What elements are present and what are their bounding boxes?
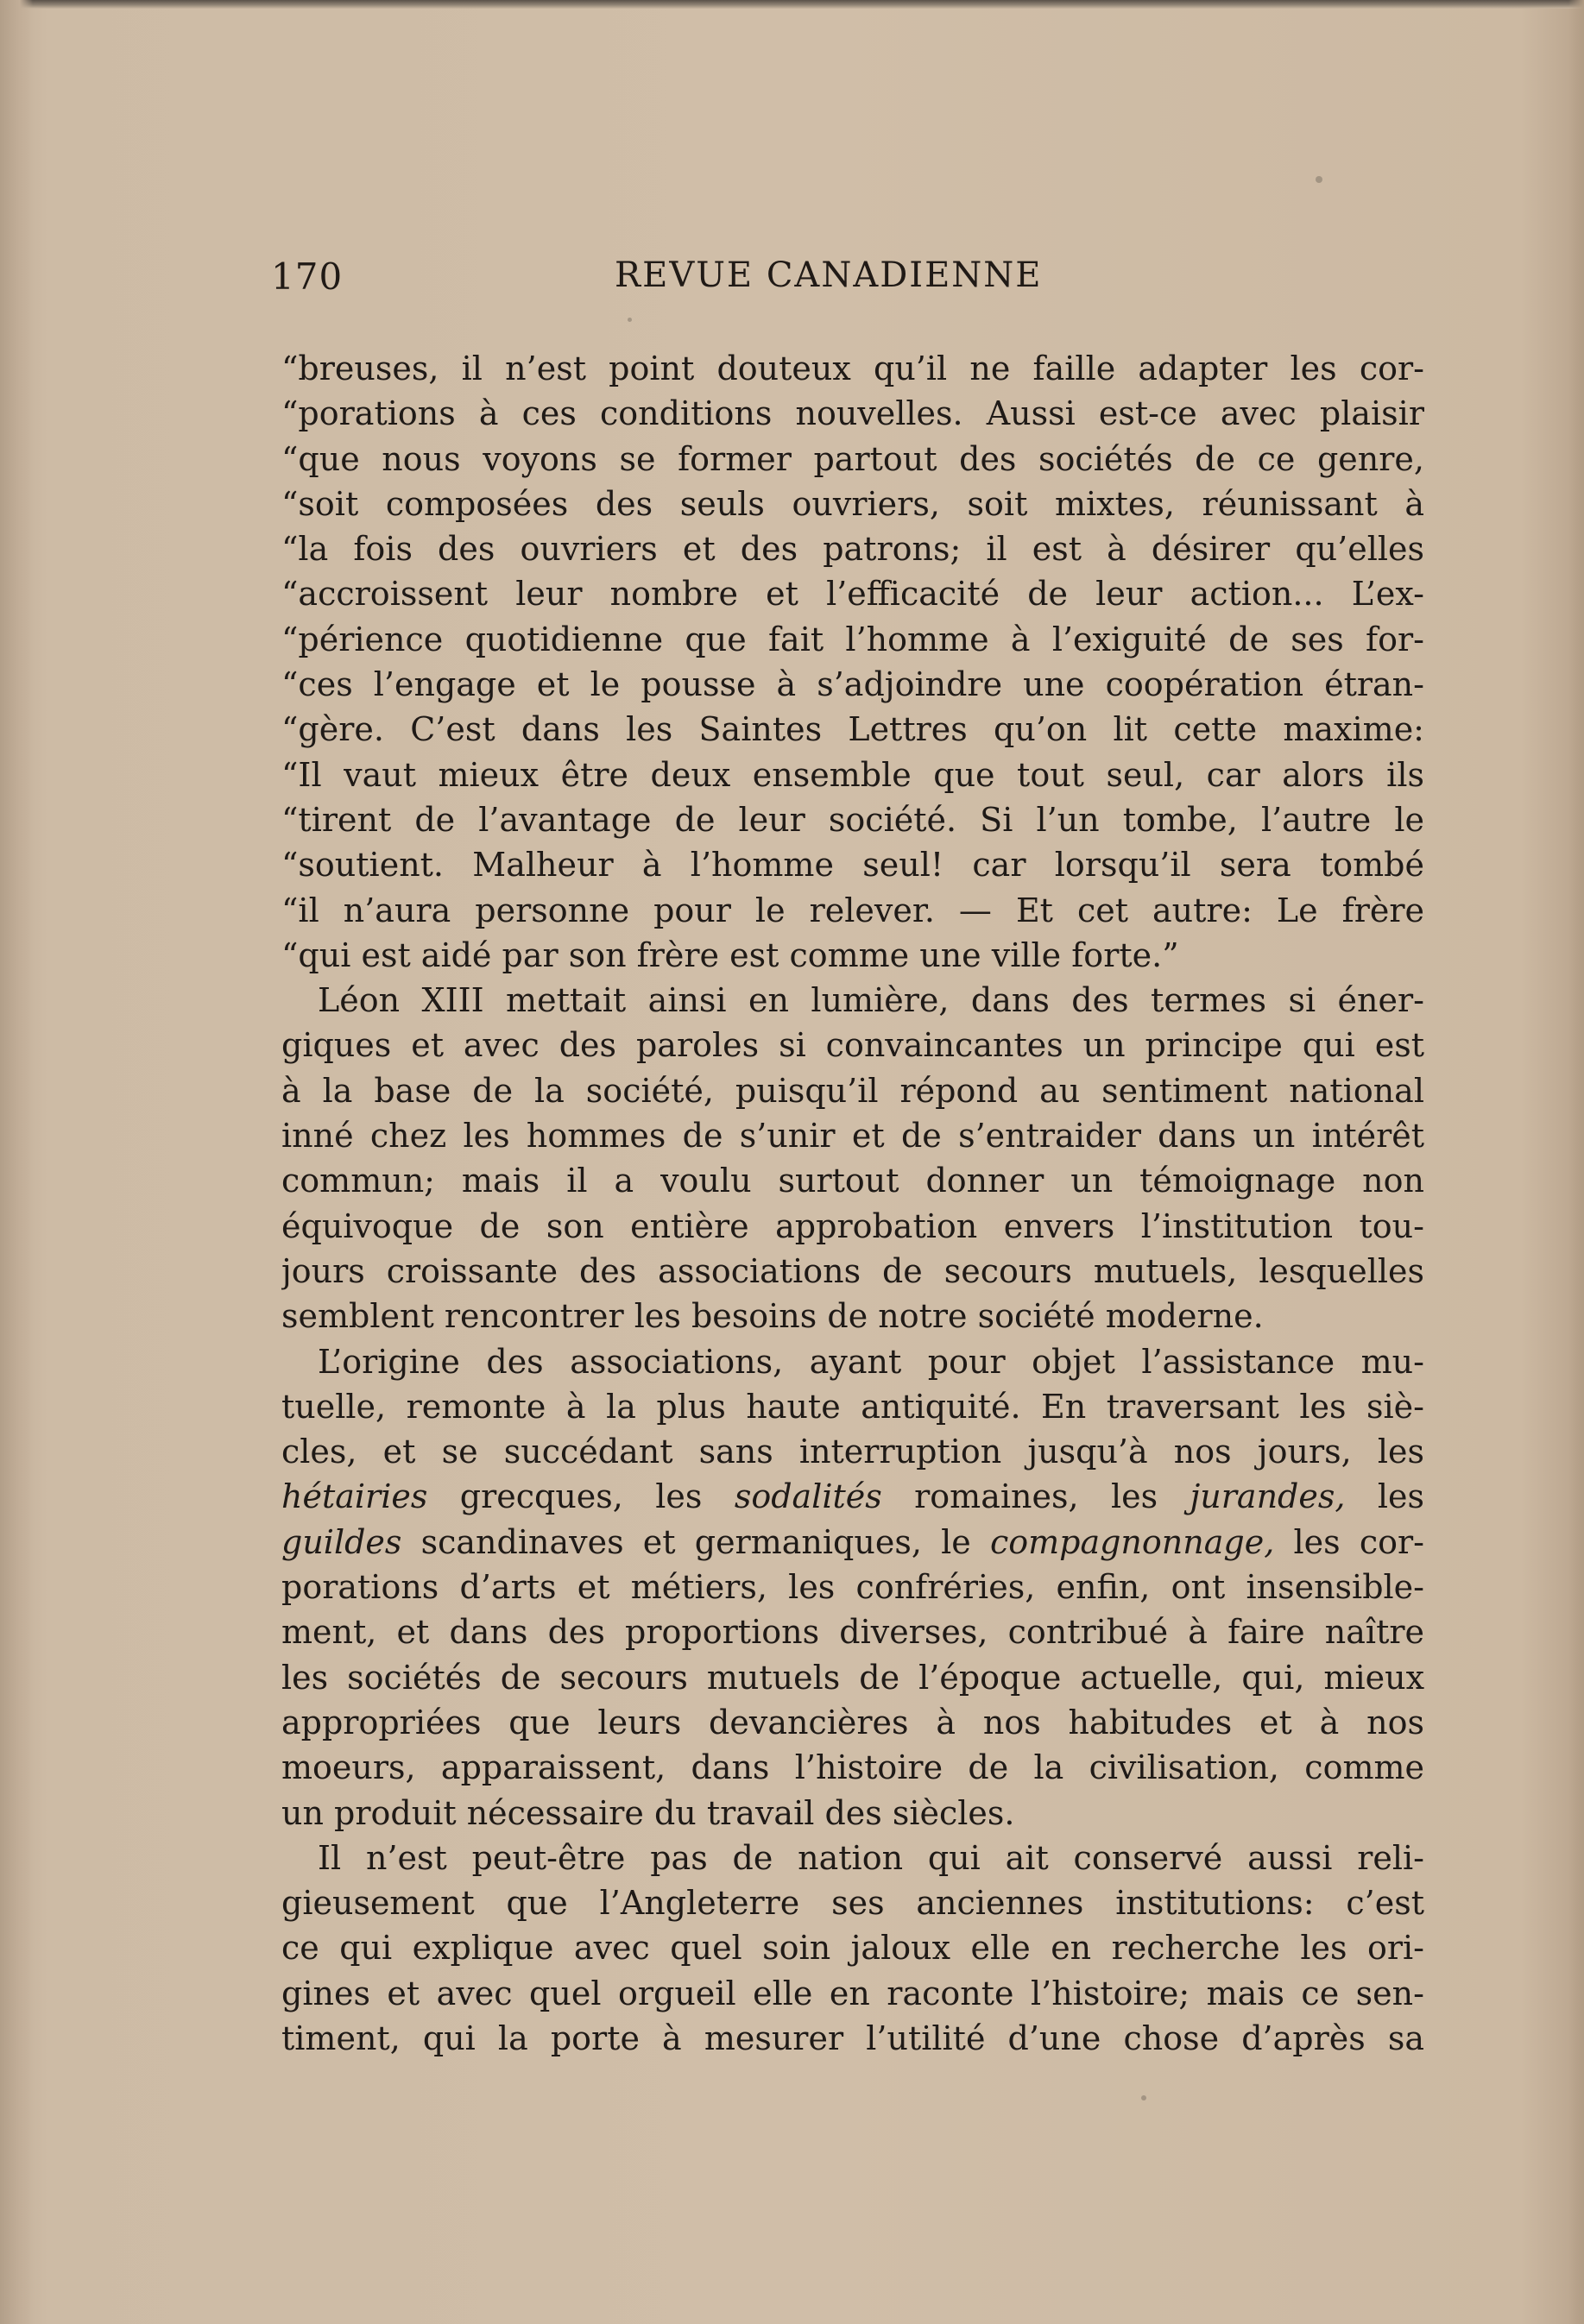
text-line: “Il vaut mieux être deux ensemble que tout seul, car alors ils — [281, 755, 1424, 794]
text-line: ment, et dans des proportions diverses, contribué à faire naître — [281, 1613, 1424, 1652]
text-line: “que nous voyons se former partout des sociétés de ce genre, — [281, 439, 1424, 478]
text-line: jours croissante des associations de secours mutuels, lesquelles — [281, 1251, 1424, 1290]
text-line: “la fois des ouvriers et des patrons; il est à désirer qu’elles — [281, 530, 1424, 569]
text-line: porations d’arts et métiers, les confréries, enfin, ont insensible- — [281, 1568, 1424, 1607]
italic-term: compagnonnage, — [989, 1522, 1275, 1561]
text-line: commun; mais il a voulu surtout donner un témoignage non — [281, 1162, 1424, 1200]
text-line: Il n’est peut-être pas de nation qui ait conservé aussi reli- — [318, 1838, 1424, 1877]
text-line: un produit nécessaire du travail des siècles. — [281, 1793, 1015, 1832]
text-line: à la base de la société, puisqu’il répond au sentiment national — [281, 1071, 1424, 1110]
text-line: “soutient. Malheur à l’homme seul! car lorsqu’il sera tombé — [281, 846, 1424, 885]
text-segment: les — [1345, 1477, 1424, 1516]
text-line: “qui est aidé par son frère est comme une ville forte.” — [281, 935, 1179, 974]
text-line: “gère. C’est dans les Saintes Lettres qu’on lit cette maxime: — [281, 710, 1424, 749]
text-line: cles, et se succédant sans interruption jusqu’à nos jours, les — [281, 1433, 1424, 1471]
text-line-with-italics — [281, 1474, 1424, 1519]
text-line: “accroissent leur nombre et l’efficacité de leur action... L’ex- — [281, 575, 1424, 614]
text-line: semblent rencontrer les besoins de notre société moderne. — [281, 1297, 1264, 1336]
italic-term: sodalités — [734, 1477, 882, 1516]
right-page-edge — [1568, 0, 1584, 2324]
text-line: “il n’aura personne pour le relever. — Et cet autre: Le frère — [281, 891, 1424, 929]
text-line: tuelle, remonte à la plus haute antiquité. En traversant les siè- — [281, 1387, 1424, 1426]
text-segment: romaines, les — [881, 1477, 1190, 1516]
text-line: moeurs, apparaissent, dans l’histoire de la civilisation, comme — [281, 1748, 1424, 1787]
italic-term: jurandes, — [1190, 1477, 1346, 1516]
text-line: “tirent de l’avantage de leur société. Si l’un tombe, l’autre le — [281, 800, 1424, 839]
text-segment: scandinaves et germaniques, le — [401, 1522, 990, 1561]
text-line: gieusement que l’Angleterre ses anciennes institutions: c’est — [281, 1884, 1424, 1923]
text-line: giques et avec des paroles si convaincantes un principe qui est — [281, 1026, 1424, 1065]
text-line-with-italics — [281, 1520, 1424, 1565]
text-line: L’origine des associations, ayant pour objet l’assistance mu- — [318, 1342, 1424, 1381]
page-number: 170 — [271, 255, 344, 298]
top-edge-shadow — [0, 0, 1584, 9]
text-line: “soit composées des seuls ouvriers, soit mixtes, réunissant à — [281, 484, 1424, 523]
text-line: ce qui explique avec quel soin jaloux elle en recherche les ori- — [281, 1929, 1424, 1968]
text-line: Léon XIII mettait ainsi en lumière, dans des termes si éner- — [318, 981, 1424, 1020]
text-segment: grecques, les — [427, 1477, 735, 1516]
paper-speck — [628, 318, 632, 322]
text-line: inné chez les hommes de s’unir et de s’entraider dans un intérêt — [281, 1117, 1424, 1156]
italic-term: guildes — [281, 1522, 402, 1561]
text-line: les sociétés de secours mutuels de l’époque actuelle, qui, mieux — [281, 1658, 1424, 1697]
running-title: REVUE CANADIENNE — [615, 255, 1043, 295]
paper-speck — [1316, 176, 1322, 183]
body-text — [281, 346, 1424, 2061]
text-line: “ces l’engage et le pousse à s’adjoindre une coopération étran- — [281, 665, 1424, 704]
text-line: appropriées que leurs devancières à nos habitudes et à nos — [281, 1703, 1424, 1741]
paper-speck — [1141, 2095, 1146, 2100]
italic-term: hétairies — [281, 1477, 428, 1516]
text-line: “périence quotidienne que fait l’homme à l’exiguité de ses for- — [281, 620, 1424, 658]
text-segment: les cor- — [1274, 1522, 1424, 1561]
page-header — [271, 255, 1424, 309]
text-line: timent, qui la porte à mesurer l’utilité d’une chose d’après sa — [281, 2019, 1424, 2057]
text-line: équivoque de son entière approbation envers l’institution tou- — [281, 1206, 1424, 1245]
text-line: gines et avec quel orgueil elle en raconte l’histoire; mais ce sen- — [281, 1974, 1424, 2012]
text-line: “porations à ces conditions nouvelles. Aussi est-ce avec plaisir — [281, 394, 1424, 433]
left-page-edge — [0, 0, 33, 2324]
text-line: “breuses, il n’est point douteux qu’il ne faille adapter les cor- — [281, 350, 1424, 387]
